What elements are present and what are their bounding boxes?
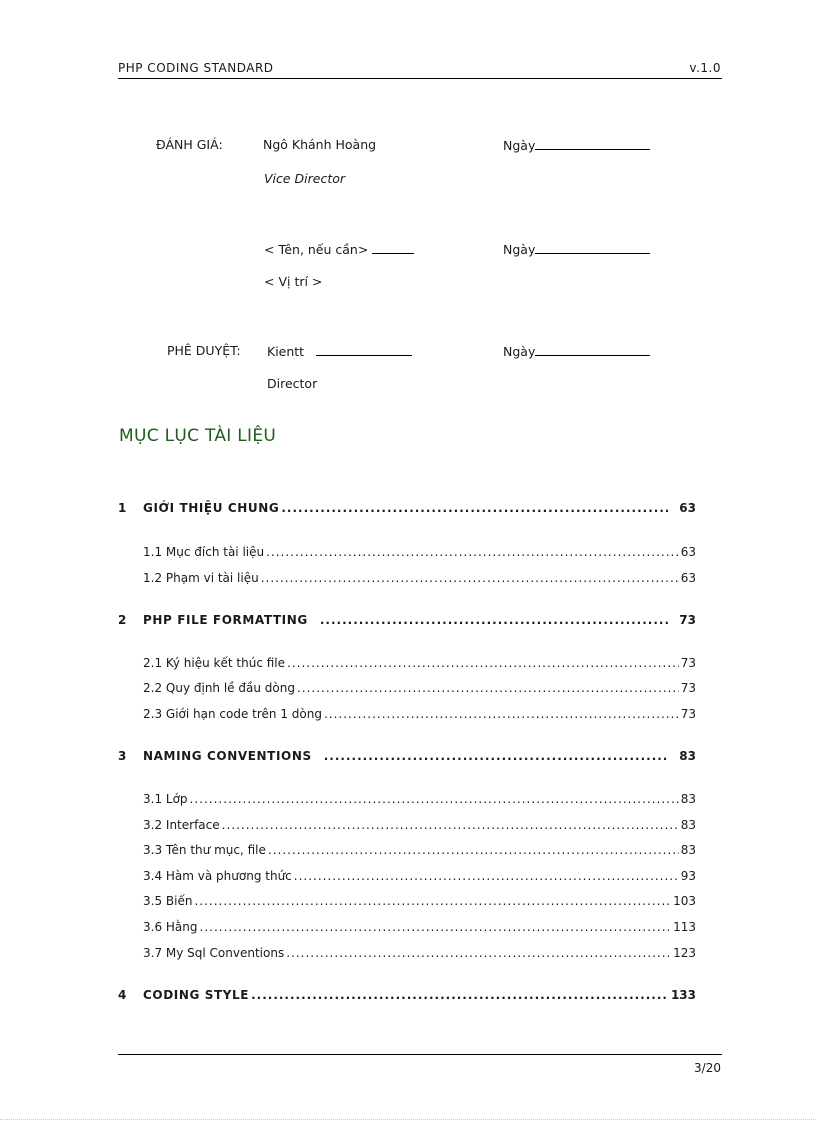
item-page: 73 (680, 656, 696, 670)
other-title: < Vị trí > (264, 274, 323, 289)
item-page: 73 (680, 707, 696, 721)
item-page: 123 (673, 946, 696, 960)
item-label: 2.2 Quy định lề đầu dòng (143, 681, 295, 695)
toc-item[interactable] (118, 792, 696, 806)
leader-dots (324, 707, 679, 721)
leader-dots (268, 843, 679, 857)
item-label: 2.3 Giới hạn code trên 1 dòng (143, 707, 322, 721)
toc-item[interactable] (118, 656, 696, 670)
other-date (503, 241, 650, 257)
leader-dots (222, 818, 679, 832)
item-label: 3.4 Hàm và phương thức (143, 869, 292, 883)
item-label: 3.1 Lớp (143, 792, 188, 806)
leader-dots (190, 792, 679, 806)
section-label: GIỚI THIỆU CHUNG (143, 501, 280, 515)
leader-dots (281, 501, 668, 515)
item-page: 83 (680, 818, 696, 832)
toc-section[interactable] (118, 501, 696, 515)
item-page: 63 (680, 545, 696, 559)
leader-dots (261, 571, 679, 585)
header-rule (118, 78, 722, 79)
leader-dots (294, 869, 679, 883)
leader-dots (324, 749, 668, 763)
item-label: 3.5 Biến (143, 894, 193, 908)
toc-section[interactable] (118, 988, 696, 1002)
item-page: 103 (673, 894, 696, 908)
approver-title: Director (267, 376, 318, 391)
item-page: 63 (680, 571, 696, 585)
leader-dots (266, 545, 679, 559)
leader-dots (320, 613, 668, 627)
name-blank (372, 241, 414, 254)
toc-item[interactable] (118, 843, 696, 857)
item-page: 83 (680, 843, 696, 857)
toc-item[interactable] (118, 681, 696, 695)
review-date (503, 137, 650, 153)
leader-dots (251, 988, 668, 1002)
date-blank (535, 241, 650, 254)
section-page: 63 (679, 501, 696, 515)
footer-rule (118, 1054, 722, 1055)
reviewer-name: Ngô Khánh Hoàng (263, 137, 377, 152)
section-page: 133 (670, 988, 696, 1002)
toc-item[interactable] (118, 869, 696, 883)
item-label: 1.2 Phạm vi tài liệu (143, 571, 259, 585)
item-label: 3.6 Hằng (143, 920, 198, 934)
approver (267, 343, 412, 359)
approve-date (503, 343, 650, 359)
toc-item[interactable] (118, 920, 696, 934)
page-edge (0, 1119, 816, 1121)
section-number: 1 (118, 501, 127, 515)
section-label: CODING STYLE (143, 988, 250, 1002)
item-page: 83 (680, 792, 696, 806)
other-name: < Tên, nếu cần> (264, 242, 369, 257)
toc-item[interactable] (118, 818, 696, 832)
header-title: PHP CODING STANDARD (118, 61, 274, 75)
item-page: 73 (680, 681, 696, 695)
date-label: Ngày (503, 344, 536, 359)
toc-item[interactable] (118, 946, 696, 960)
leader-dots (194, 894, 671, 908)
leader-dots (287, 656, 679, 670)
leader-dots (286, 946, 671, 960)
item-page: 93 (680, 869, 696, 883)
approver-name: Kientt (267, 344, 305, 359)
toc-title: MỤC LỤC TÀI LIỆU (119, 426, 277, 446)
section-page: 83 (679, 749, 696, 763)
section-label: NAMING CONVENTIONS (143, 749, 312, 763)
toc-section[interactable] (118, 749, 696, 763)
page-number: 3/20 (694, 1061, 721, 1075)
reviewer-title: Vice Director (264, 171, 346, 186)
section-number: 4 (118, 988, 127, 1002)
item-label: 3.3 Tên thư mục, file (143, 843, 266, 857)
item-label: 3.2 Interface (143, 818, 220, 832)
toc-item[interactable] (118, 571, 696, 585)
section-page: 73 (679, 613, 696, 627)
section-label: PHP FILE FORMATTING (143, 613, 308, 627)
other-reviewer (264, 241, 414, 257)
review-label: ĐÁNH GIÁ: (156, 137, 223, 152)
date-blank (535, 137, 650, 150)
item-page: 113 (673, 920, 696, 934)
date-blank (535, 343, 650, 356)
toc-item[interactable] (118, 707, 696, 721)
date-label: Ngày (503, 138, 536, 153)
item-label: 3.7 My Sql Conventions (143, 946, 285, 960)
header-version: v.1.0 (689, 61, 721, 75)
item-label: 1.1 Mục đích tài liệu (143, 545, 265, 559)
item-label: 2.1 Ký hiệu kết thúc file (143, 656, 286, 670)
toc-item[interactable] (118, 545, 696, 559)
leader-dots (297, 681, 679, 695)
section-number: 3 (118, 749, 127, 763)
leader-dots (200, 920, 672, 934)
section-number: 2 (118, 613, 127, 627)
date-label: Ngày (503, 242, 536, 257)
signature-blank (316, 343, 412, 356)
toc-item[interactable] (118, 894, 696, 908)
approve-label: PHÊ DUYỆT: (167, 343, 241, 358)
toc-section[interactable] (118, 613, 696, 627)
